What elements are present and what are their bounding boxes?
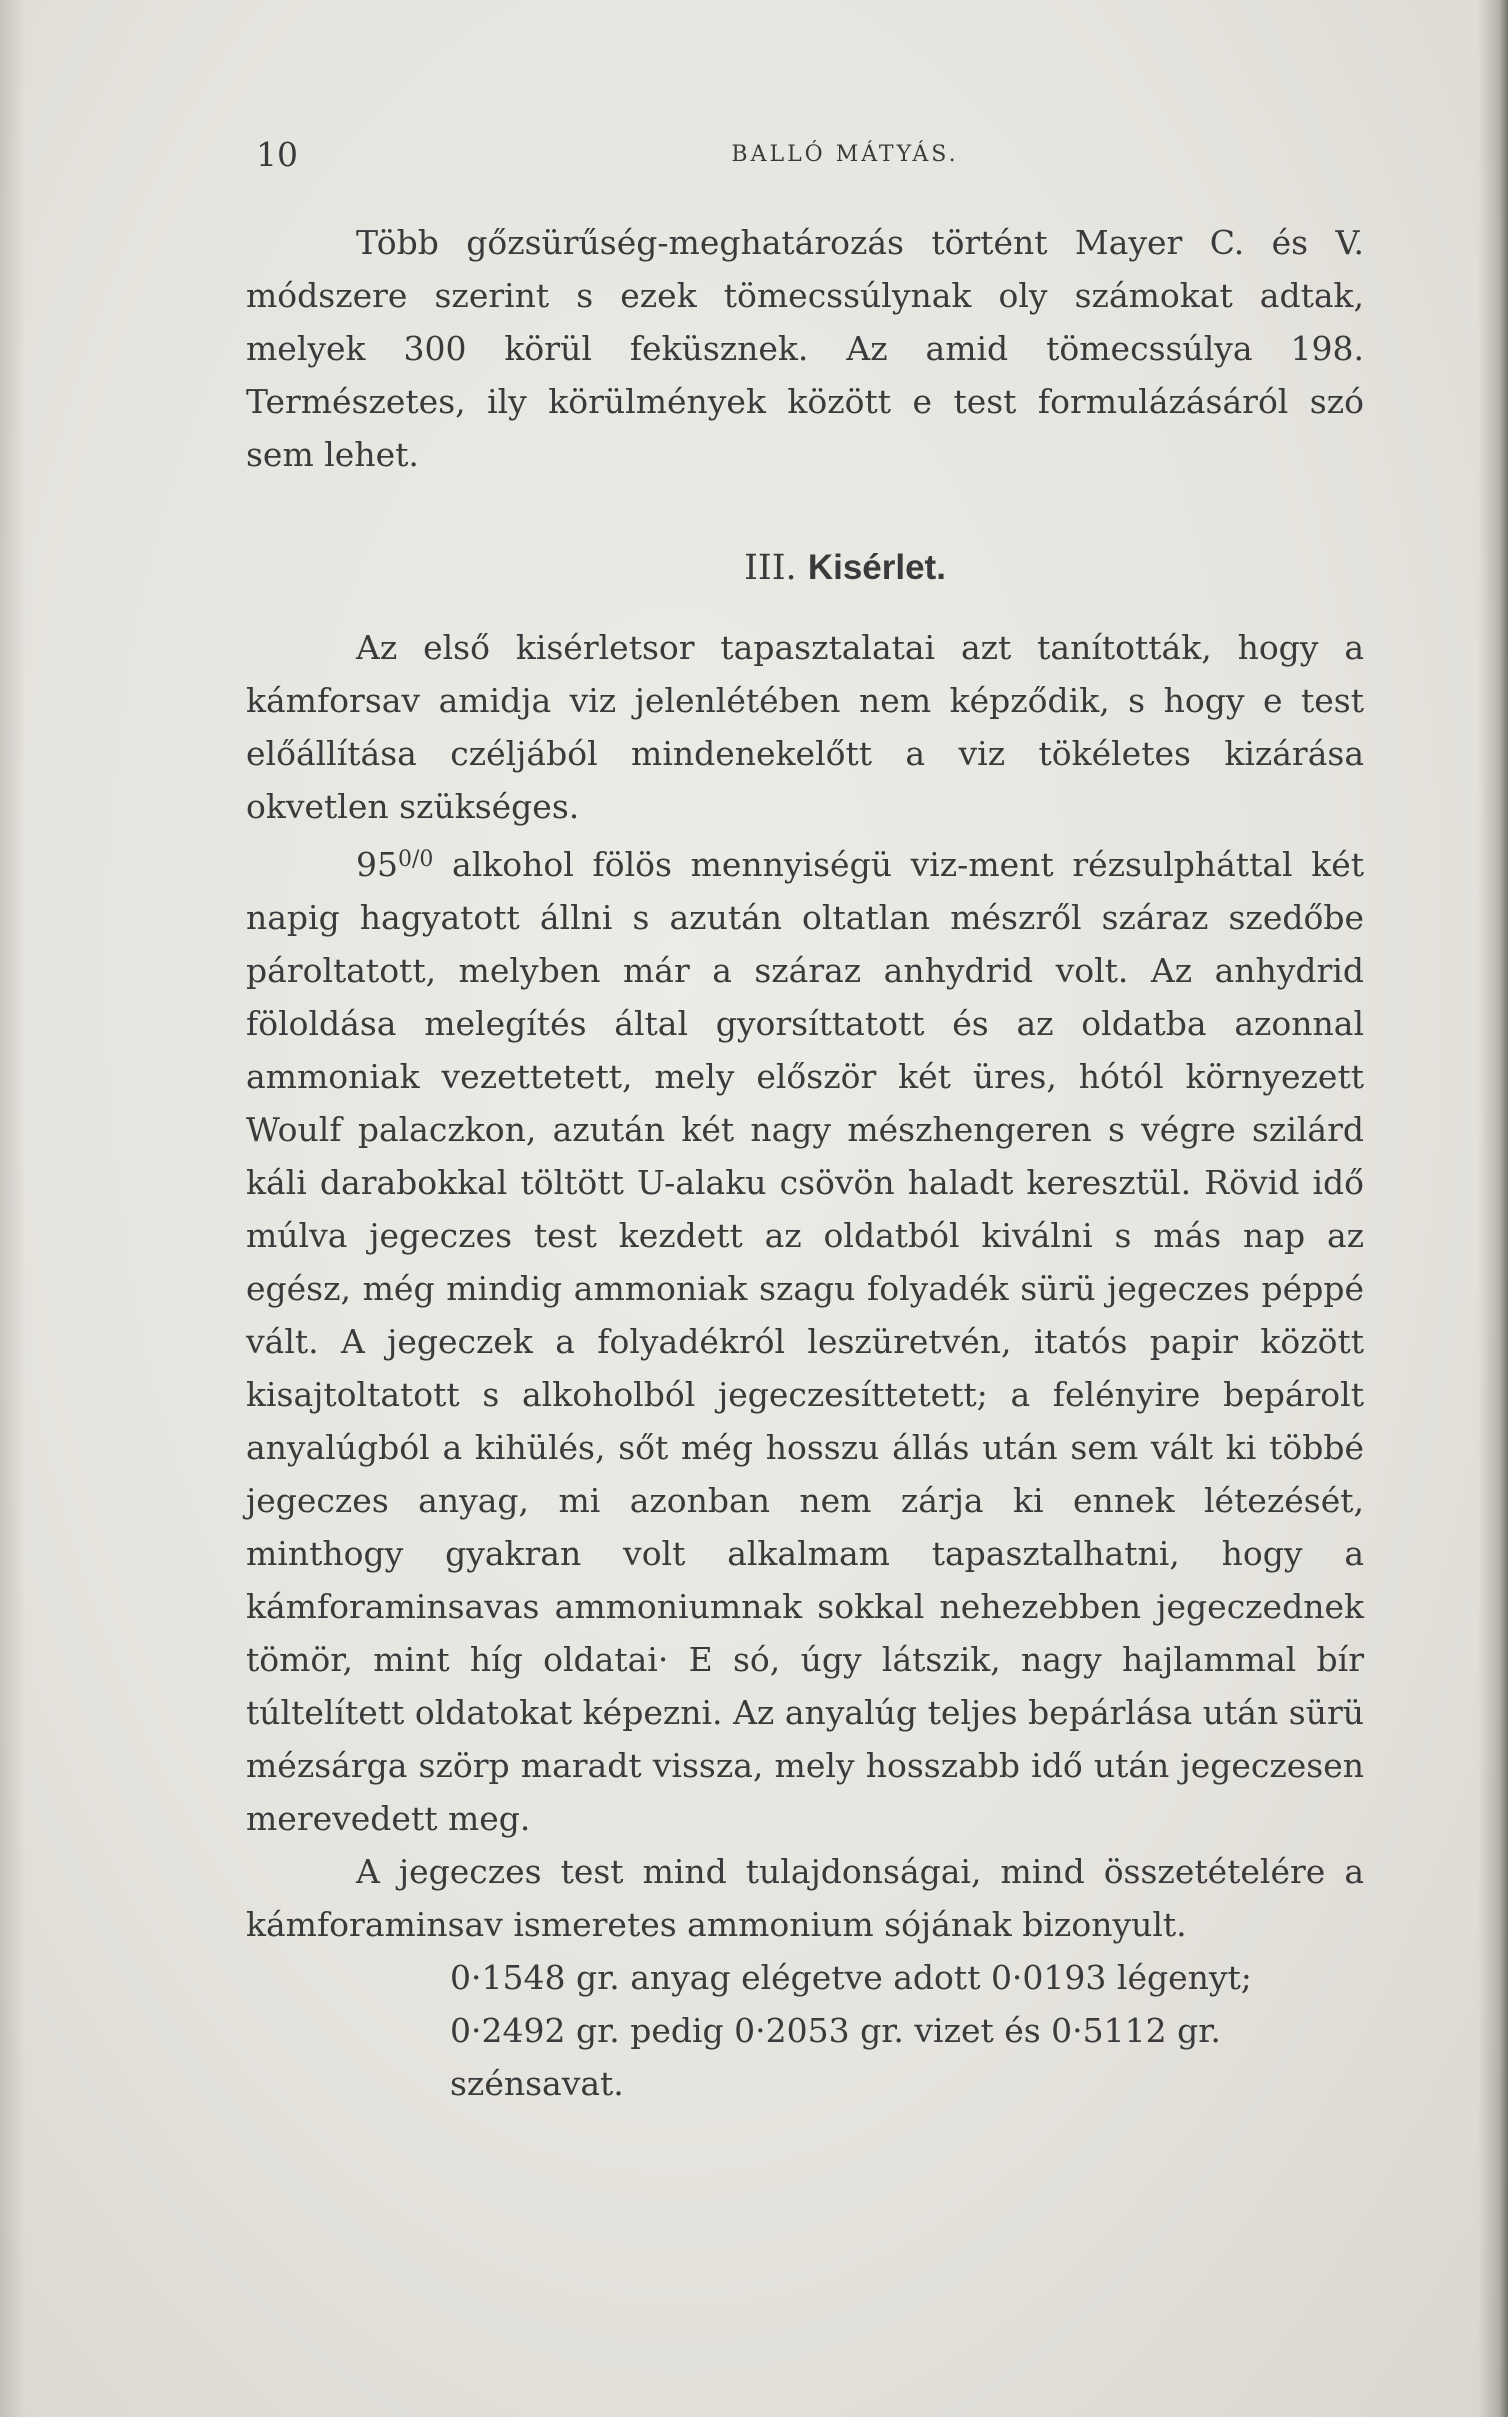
paragraph-intro: Több gőzsürűség-meghatározás történt Mayer C. és V. módszere szerint s ezek tömecssúlynak oly számokat adtak, melyek 300 körül feküsznek. Az amid tömecssúlya 198. Természetes, ily körülmények között e test formulázásáról szó sem lehet. xyxy=(246,223,1364,474)
text-block xyxy=(246,118,1364,2110)
section-title: Kisérlet. xyxy=(807,548,946,587)
percent-sign: 0/0 xyxy=(398,847,434,872)
preparation-body: alkohol fölös mennyiségü viz-ment rézsulpháttal két napig hagyatott állni s azután oltatlan mészről száraz szedőbe pároltatott, melyben már a száraz anhydrid volt. Az anhydrid föloldása melegítés által gyorsíttatott és az oldatba azonnal ammoniak vezettetett, mely először két üres, hótól környezett Woulf palaczkon, azután két nagy mészhengeren s végre szilárd káli darabokkal töltött U-alaku csövön haladt keresztül. Rövid idő múlva jegeczes test kezdett az oldatból kiválni s más nap az egész, még mindig ammoniak szagu folyadék sürü jegeczes péppé vált. A jegeczek a folyadékról leszüretvén, itatós papir között kisajtoltatott s alkoholból jegeczesíttetett; a felényire bepárolt anyalúgból a kihülés, sőt még hosszu állás után sem vált ki többé jegeczes anyag, mi azonban nem zárja ki ennek létezését, minthogy gyakran volt alkalmam tapasztalhatni, hogy a kámforaminsavas ammoniumnak sokkal nehezebben jegeczednek tömör, mint híg oldatai· E só, úgy látszik, nagy hajlammal bír túltelített oldatokat képezni. Az anyalúg teljes bepárlása után sürü mézsárga szörp maradt vissza, mely hosszabb idő után jegeczesen merevedett meg. xyxy=(246,845,1364,1838)
page-header xyxy=(246,118,1364,174)
page-shadow-left xyxy=(0,0,26,2417)
running-head: BALLÓ MÁTYÁS. xyxy=(731,142,959,167)
analysis-block xyxy=(450,1951,1364,2110)
page-shadow-right xyxy=(1478,0,1508,2417)
paragraph-first-series: Az első kisérletsor tapasztalatai azt tanították, hogy a kámforsav amidja viz jelenlétében nem képződik, s hogy e test előállítása czéljából mindenekelőtt a viz tökéletes kizárása okvetlen szükséges. xyxy=(246,628,1364,826)
page-number: 10 xyxy=(256,135,298,174)
alcohol-strength: 95 xyxy=(356,845,398,884)
paragraph-preparation xyxy=(246,833,1364,1845)
analysis-line-2: 0·2492 gr. pedig 0·2053 gr. vizet és 0·5112 gr. xyxy=(450,2011,1221,2050)
analysis-line-1: 0·1548 gr. anyag elégetve adott 0·0193 légenyt; xyxy=(450,1958,1252,1997)
paragraph-result: A jegeczes test mind tulajdonságai, mind összetételére a kámforaminsav ismeretes ammonium sójának bizonyult. xyxy=(246,1852,1364,1944)
section-heading xyxy=(246,541,1364,595)
section-number: III. xyxy=(744,548,797,588)
analysis-line-3: szénsavat. xyxy=(450,2064,624,2103)
